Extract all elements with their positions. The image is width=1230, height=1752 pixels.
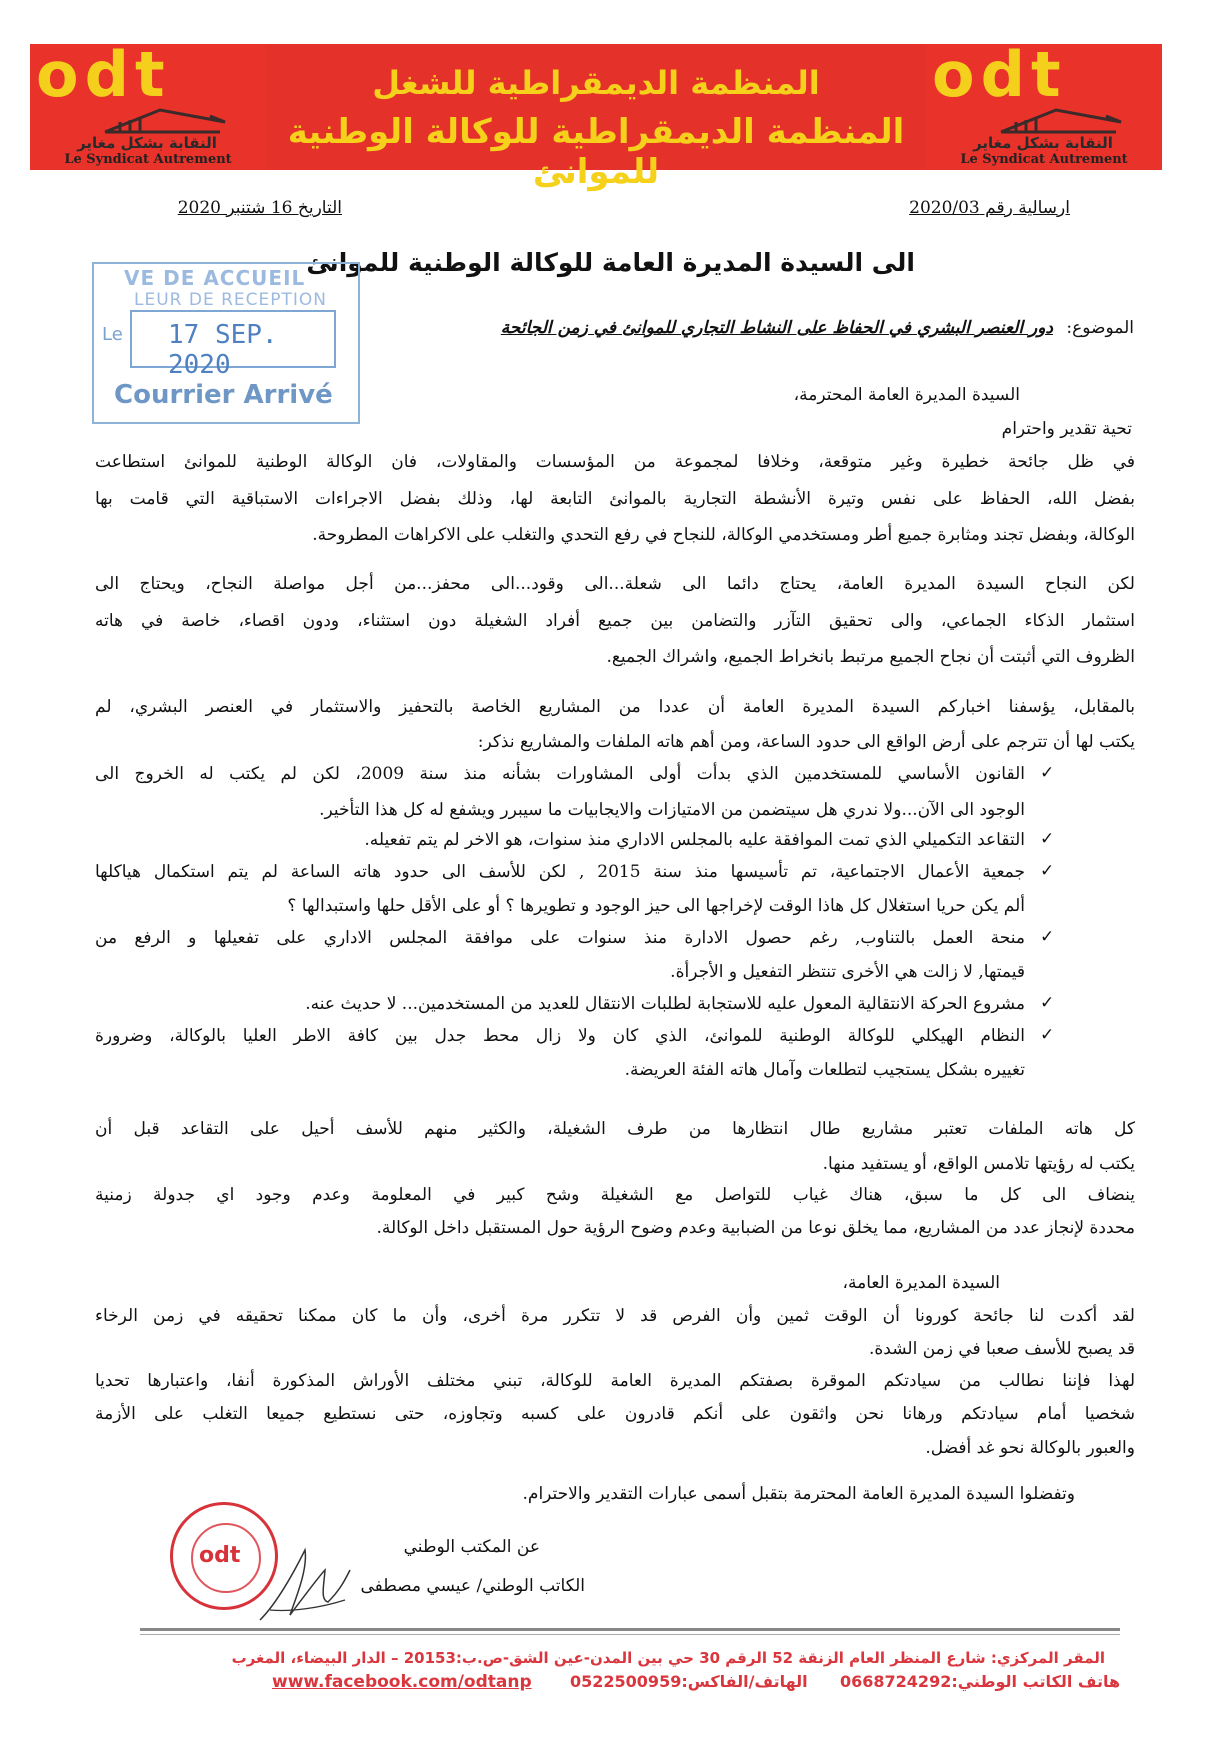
- handwritten-signature: [250, 1540, 360, 1630]
- paragraph-line: والعبور بالوكالة نحو غد أفضل.: [925, 1438, 1135, 1458]
- paragraph-line: في ظل جائحة خطيرة وغير متوقعة، وخلافا لمجموعة من المؤسسات والمقاولات، فان الوكالة الوطنية للموانئ استطاعت: [95, 452, 1135, 472]
- reference-number: ارسالية رقم 2020/03: [909, 198, 1070, 218]
- paragraph-line: يكتب له رؤيتها تلامس الواقع، أو يستفيد منها.: [822, 1154, 1135, 1174]
- stamp-date: 17 SEP. 2020: [168, 320, 278, 380]
- stamp-label: Courrier Arrivé: [114, 380, 333, 410]
- check-icon: ✓: [1040, 1025, 1055, 1045]
- check-icon: ✓: [1040, 927, 1055, 947]
- roof-icon: [100, 102, 230, 138]
- check-icon: ✓: [1040, 829, 1055, 849]
- paragraph-line: لقد أكدت لنا جائحة كورونا أن الوقت ثمين وأن الفرص قد لا تتكرر مرة أخرى، وأن ما كان ممكنا تحقيقه في زمن الرخاء: [95, 1306, 1135, 1326]
- footer-divider: [140, 1634, 1120, 1635]
- roof-icon: [996, 102, 1126, 138]
- banner-title-2: المنظمة الديمقراطية للوكالة الوطنية للموانئ: [287, 112, 905, 192]
- paragraph-line: محددة لإنجاز عدد من المشاريع، مما يخلق نوعا من الضبابية وعدم وضوح الرؤية حول المستقبل داخل الوكالة.: [376, 1218, 1135, 1238]
- list-item: ألم يكن حريا استغلال كل هاذا الوقت لإخراجها الى حيز الوجود و تطويرها ؟ أو على الأقل حلها واستبدالها ؟: [287, 896, 1025, 916]
- list-item: القانون الأساسي للمستخدمين الذي بدأت أولى المشاورات بشأنه منذ سنة 2009، لكن لم يكتب له الخروج الى: [95, 764, 1025, 784]
- odt-logo-right: [926, 38, 1162, 170]
- logo-tagline-ar: النقابة بشكل مغاير: [973, 134, 1113, 152]
- header-banner: [30, 38, 1162, 192]
- list-item: التقاعد التكميلي الذي تمت الموافقة عليه بالمجلس الاداري منذ سنوات، هو الاخر لم يتم تفعيله.: [364, 830, 1025, 850]
- logo-tagline-fr: Le Syndicat Autrement: [64, 152, 232, 167]
- paragraph-line: ينضاف الى كل ما سبق، هناك غياب للتواصل مع الشغيلة وشح كبير في المعلومة وعدم وجود اي جدولة زمنية: [95, 1185, 1135, 1205]
- logo-text: odt: [36, 38, 171, 111]
- check-icon: ✓: [1040, 861, 1055, 881]
- paragraph-line: شخصيا أمام سيادتكم ورهانا نحن واثقون على أنكم قادرون على كسبه وتجاوزه، حتى نستطيع جميعا التغلب على الأزمة: [95, 1404, 1135, 1424]
- list-item: مشروع الحركة الانتقالية المعول عليه للاستجابة لطلبات الانتقال للعديد من المستخدمين... لا حديث عنه.: [305, 994, 1025, 1014]
- stamp-line-2: LEUR DE RECEPTION: [134, 290, 328, 310]
- paragraph-line: لكن النجاح السيدة المديرة العامة، يحتاج دائما الى شعلة...الى وقود...الى محفز...من أجل مواصلة النجاح، ويحتاج الى: [95, 574, 1135, 594]
- paragraph-line: الوكالة، وبفضل تجند ومثابرة جميع أطر ومستخدمي الوكالة، للنجاح في رفع التحدي والتغلب على الاكراهات المطروحة.: [312, 525, 1135, 545]
- list-item: تغييره بشكل يستجيب لتطلعات وآمال هاته الفئة العريضة.: [624, 1060, 1025, 1080]
- stamp-date-box: [130, 310, 336, 380]
- list-item: جمعية الأعمال الاجتماعية، تم تأسيسها منذ سنة 2015 , لكن للأسف الى حدود هاته الساعة لم يتم استكمال هياكلها: [95, 862, 1025, 882]
- footer-divider: [140, 1628, 1120, 1631]
- banner-title-1: المنظمة الديمقراطية للشغل: [372, 64, 820, 102]
- seal-text: odt: [199, 1543, 241, 1568]
- footer-phone-fax: الهاتف/الفاكس:0522500959: [570, 1672, 808, 1691]
- paragraph-line: كل هاته الملفات تعتبر مشاريع طال انتظارها من طرف الشغيلة، والكثير منهم للأسف أحيل على التقاعد قبل أن: [95, 1119, 1135, 1139]
- salutation-2: السيدة المديرة العامة،: [842, 1273, 1000, 1293]
- paragraph-line: بالمقابل، يؤسفنا اخباركم السيدة المديرة العامة أن عددا من المشاريع الخاصة بالتحفيز والاستثمار في العنصر البشري، لم: [95, 697, 1135, 717]
- subject-text: دور العنصر البشري في الحفاظ على النشاط التجاري للموانئ في زمن الجائحة: [500, 318, 1053, 338]
- logo-tagline-ar: النقابة بشكل مغاير: [77, 134, 217, 152]
- greeting: تحية تقدير واحترام: [1001, 419, 1132, 439]
- check-icon: ✓: [1040, 763, 1055, 783]
- stamp-line-1: VE DE ACCUEIL: [124, 266, 306, 290]
- list-item: النظام الهيكلي للوكالة الوطنية للموانئ، الذي كان ولا زال محط جدل بين كافة الاطر العليا بالوكالة، وضرورة: [95, 1026, 1025, 1046]
- paragraph-line: الظروف التي أثبتت أن نجاح الجميع مرتبط بانخراط الجميع، واشراك الجميع.: [606, 647, 1135, 667]
- signature-line-1: عن المكتب الوطني: [403, 1537, 540, 1557]
- list-item: قيمتها, لا زالت هي الأخرى تنتظر التفعيل و الأجرأة.: [670, 962, 1025, 982]
- paragraph-line: قد يصبح للأسف صعبا في زمن الشدة.: [868, 1339, 1135, 1359]
- logo-tagline-fr: Le Syndicat Autrement: [960, 152, 1128, 167]
- paragraph-line: يكتب لها أن تترجم على أرض الواقع الى حدود الساعة، ومن أهم هاته الملفات والمشاريع نذكر:: [477, 732, 1135, 752]
- recipient: الى السيدة المديرة العامة للوكالة الوطنية للموانئ: [306, 248, 915, 277]
- paragraph-line: لهذا فإننا نطالب من سيادتكم الموقرة بصفتكم المديرة العامة للوكالة، تبني مختلف الأوراش المذكورة أنفا، واعتبارها تحديا: [95, 1371, 1135, 1391]
- subject-label: الموضوع:: [1066, 318, 1134, 338]
- logo-text: odt: [932, 38, 1067, 111]
- signature-line-2: الكاتب الوطني/ عيسي مصطفى: [360, 1576, 585, 1596]
- list-item: منحة العمل بالتناوب, رغم حصول الادارة منذ سنوات على موافقة المجلس الاداري على تفعيلها و الرفع من: [95, 928, 1025, 948]
- letter-date: التاريخ 16 شتنبر 2020: [177, 198, 342, 218]
- reception-stamp: [92, 262, 360, 424]
- footer-website[interactable]: www.facebook.com/odtanp: [272, 1672, 532, 1692]
- closing: وتفضلوا السيدة المديرة العامة المحترمة بتقبل أسمى عبارات التقدير والاحترام.: [522, 1484, 1075, 1504]
- paragraph-line: بفضل الله، الحفاظ على نفس وتيرة الأنشطة التجارية بالموانئ التابعة لها، وذلك بفضل الاجراءات الاستباقية التي قامت بها: [95, 489, 1135, 509]
- list-item: الوجود الى الآن...ولا ندري هل سيتضمن من الامتيازات والايجابيات ما سيبرر ويشفع له كل هذا التأخير.: [319, 800, 1025, 820]
- check-icon: ✓: [1040, 993, 1055, 1013]
- salutation: السيدة المديرة العامة المحترمة،: [793, 385, 1020, 405]
- stamp-le: Le: [102, 324, 123, 345]
- footer-address: المقر المركزي: شارع المنظر العام الزنقة 52 الرقم 30 حي بين المدن-عين الشق-ص.ب:20153 – الدار البيضاء، المغرب: [231, 1649, 1105, 1667]
- footer-phone-secretary: هاتف الكاتب الوطني:0668724292: [840, 1672, 1121, 1691]
- odt-logo-left: [30, 38, 266, 170]
- paragraph-line: استثمار الذكاء الجماعي، والى تحقيق التآزر والتضامن بين جميع أفراد الشغيلة دون استثناء، ودون اقصاء، خاصة في هاته: [95, 611, 1135, 631]
